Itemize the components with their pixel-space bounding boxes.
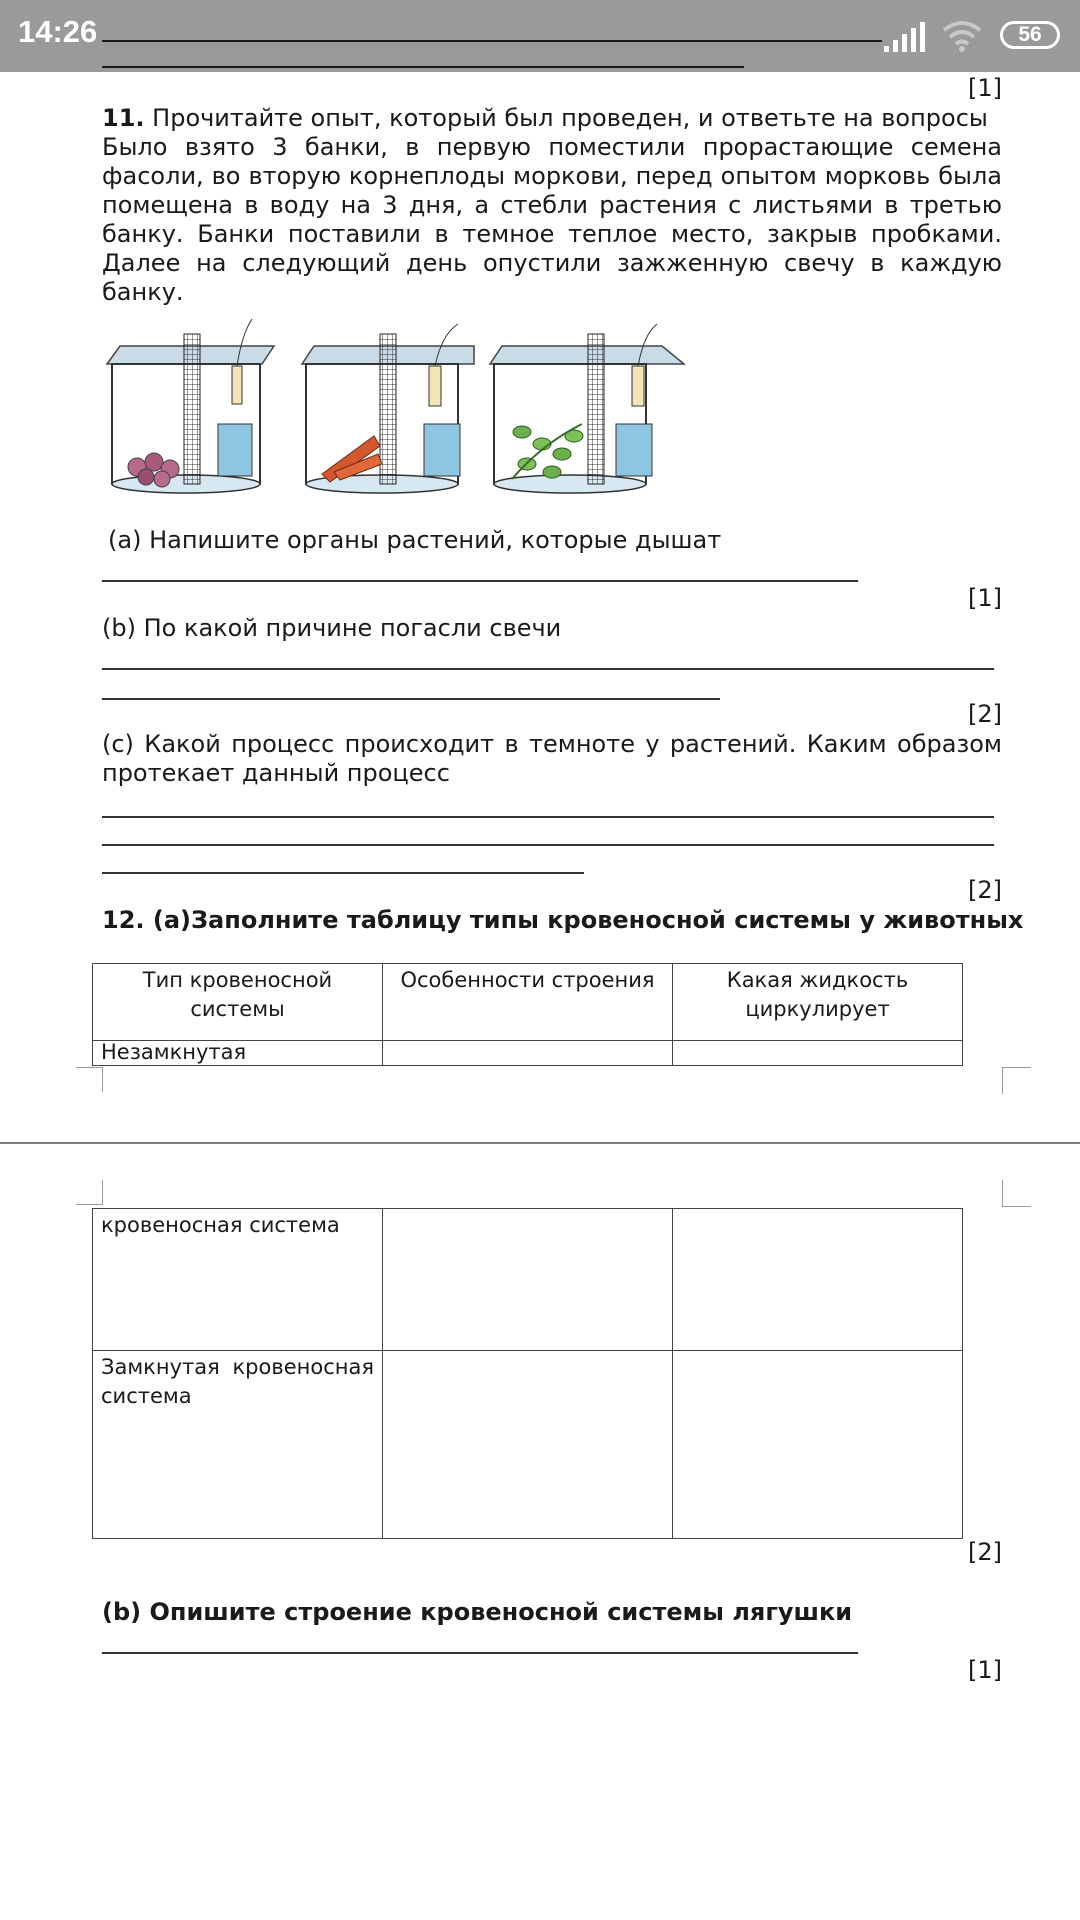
question-11-title <box>102 104 988 133</box>
table-header-fluid: Какая жидкость циркулирует <box>673 964 963 1041</box>
answer-line <box>102 40 882 42</box>
table-cell <box>383 1041 673 1066</box>
page-corner-mark <box>1002 1067 1031 1094</box>
question-number: 11. <box>102 104 145 132</box>
question-11a: (а) Напишите органы растений, которые дышат <box>108 526 722 554</box>
jars-experiment-illustration <box>102 304 692 494</box>
score-mark: [2] <box>968 876 1002 904</box>
answer-line <box>102 816 994 818</box>
jar-carrots <box>302 324 474 493</box>
wifi-icon <box>942 20 982 52</box>
page-divider <box>0 1142 1080 1144</box>
answer-line <box>102 844 994 846</box>
circulatory-table-top <box>92 963 963 1066</box>
table-cell <box>673 1209 963 1351</box>
score-mark: [1] <box>968 1656 1002 1684</box>
page-corner-mark <box>76 1180 103 1205</box>
circulatory-table-bottom <box>92 1208 963 1539</box>
status-bar <box>0 0 1080 72</box>
jar-beans <box>107 319 274 493</box>
score-mark: [1] <box>968 74 1002 102</box>
score-mark: [2] <box>968 1538 1002 1566</box>
question-12b: (b) Опишите строение кровеносной системы лягушки <box>102 1598 853 1626</box>
experiment-description: Было взято 3 банки, в первую поместили прорастающие семена фасоли, во вторую корнеплоды моркови, перед опытом морковь была помещена в воду на 3 дня, а стебли растения с листьями в третью банку. Банки поставили в темное теплое место, закрыв пробками. Далее на следующий день опустили зажженную свечу в каждую банку. <box>102 133 1002 306</box>
table-cell <box>673 1041 963 1066</box>
answer-line <box>102 580 858 582</box>
answer-line <box>102 668 994 670</box>
question-11b: (b) По какой причине погасли свечи <box>102 614 562 642</box>
answer-line <box>102 698 720 700</box>
table-cell-closed-type: Замкнутая кровеносная система <box>93 1351 383 1539</box>
signal-icon <box>884 22 926 52</box>
table-cell <box>383 1209 673 1351</box>
table-header-features: Особенности строения <box>383 964 673 1041</box>
score-mark: [2] <box>968 700 1002 728</box>
answer-line <box>102 1652 858 1654</box>
question-prompt: Прочитайте опыт, который был проведен, и ответьте на вопросы <box>152 104 988 132</box>
table-cell <box>383 1351 673 1539</box>
answer-line <box>102 872 584 874</box>
table-cell-open-type: Незамкнутая <box>93 1041 383 1066</box>
battery-icon: 56 <box>1000 21 1060 49</box>
status-time: 14:26 <box>18 14 98 49</box>
question-12-heading: 12. (а)Заполните таблицу типы кровеносной системы у животных <box>102 906 1024 934</box>
table-cell-open-type-cont: кровеносная система <box>93 1209 383 1351</box>
page-corner-mark <box>1002 1180 1031 1207</box>
table-cell <box>673 1351 963 1539</box>
jar-leaves <box>490 324 684 493</box>
question-11c: (с) Какой процесс происходит в темноте у растений. Каким образом протекает данный процесс <box>102 730 1002 787</box>
answer-line <box>102 66 744 68</box>
score-mark: [1] <box>968 584 1002 612</box>
table-header-type: Тип кровеносной системы <box>93 964 383 1041</box>
page-corner-mark <box>76 1067 103 1092</box>
